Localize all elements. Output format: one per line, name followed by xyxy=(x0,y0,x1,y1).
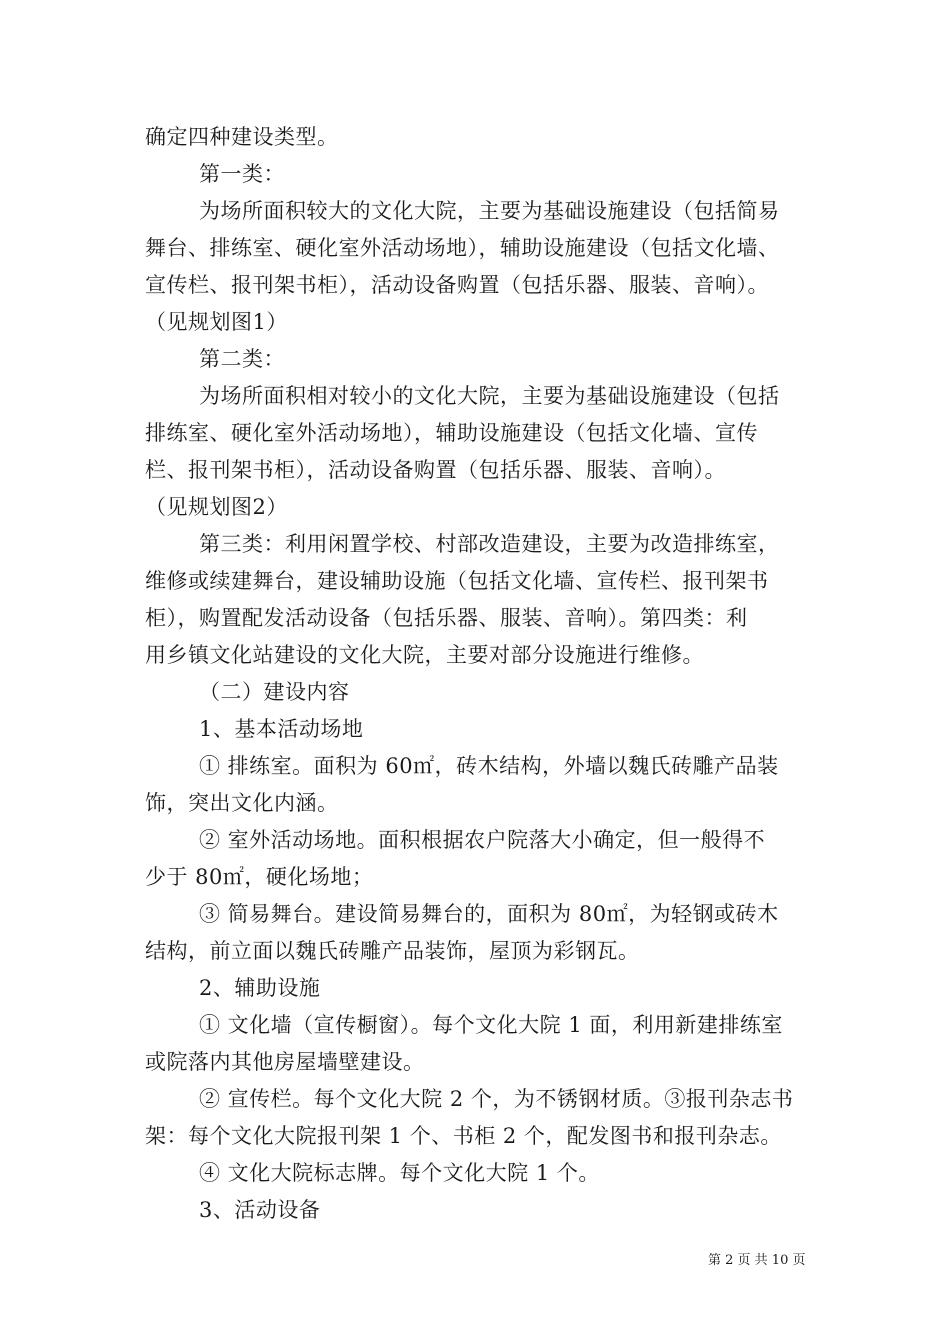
text-line: 宣传栏、报刊架书柜），活动设备购置（包括乐器、服装、音响）。 xyxy=(145,273,769,297)
text-line: （见规划图2） xyxy=(145,495,288,519)
text-line: ③ 简易舞台。建设简易舞台的，面积为 80㎡，为轻钢或砖木 xyxy=(199,902,779,926)
text-line: 为场所面积较大的文化大院，主要为基础设施建设（包括简易 xyxy=(199,199,780,223)
text-line: 舞台、排练室、硬化室外活动场地），辅助设施建设（包括文化墙、 xyxy=(145,236,780,260)
page-number-footer: 第 2 页 共 10 页 xyxy=(708,1253,806,1268)
text-line: 第一类： xyxy=(199,162,285,186)
text-line: 为场所面积相对较小的文化大院，主要为基础设施建设（包括 xyxy=(199,384,780,408)
text-line: 第二类： xyxy=(199,347,285,371)
text-line: 柜），购置配发活动设备（包括乐器、服装、音响）。第四类：利 xyxy=(145,606,748,630)
text-line: 确定四种建设类型。 xyxy=(145,125,339,149)
subsection-heading: 3、活动设备 xyxy=(199,1198,321,1222)
text-line: 栏、报刊架书柜），活动设备购置（包括乐器、服装、音响）。 xyxy=(145,458,726,482)
text-line: 维修或续建舞台，建设辅助设施（包括文化墙、宣传栏、报刊架书 xyxy=(145,569,769,593)
text-line: 或院落内其他房屋墙壁建设。 xyxy=(145,1050,425,1074)
text-line: 用乡镇文化站建设的文化大院，主要对部分设施进行维修。 xyxy=(145,643,704,667)
text-line: ① 排练室。面积为 60㎡，砖木结构，外墙以魏氏砖雕产品装 xyxy=(199,754,779,778)
text-line: ② 室外活动场地。面积根据农户院落大小确定，但一般得不 xyxy=(199,828,766,852)
section-heading: （二）建设内容 xyxy=(199,680,350,704)
text-line: 饰，突出文化内涵。 xyxy=(145,791,339,815)
text-line: 结构，前立面以魏氏砖雕产品装饰，屋顶为彩钢瓦。 xyxy=(145,939,640,963)
text-line: （见规划图1） xyxy=(145,310,288,334)
text-line: ④ 文化大院标志牌。每个文化大院 1 个。 xyxy=(199,1161,600,1185)
subsection-heading: 2、辅助设施 xyxy=(199,976,321,1000)
text-line: ① 文化墙（宣传橱窗）。每个文化大院 1 面，利用新建排练室 xyxy=(199,1013,783,1037)
text-line: 第三类：利用闲置学校、村部改造建设，主要为改造排练室， xyxy=(199,532,780,556)
text-line: 架：每个文化大院报刊架 1 个、书柜 2 个，配发图书和报刊杂志。 xyxy=(145,1124,782,1148)
subsection-heading: 1、基本活动场地 xyxy=(199,717,364,741)
text-line: 少于 80㎡，硬化场地； xyxy=(145,865,374,889)
text-line: 排练室、硬化室外活动场地），辅助设施建设（包括文化墙、宣传 xyxy=(145,421,758,445)
text-line: ② 宣传栏。每个文化大院 2 个，为不锈钢材质。③报刊杂志书 xyxy=(199,1087,794,1111)
